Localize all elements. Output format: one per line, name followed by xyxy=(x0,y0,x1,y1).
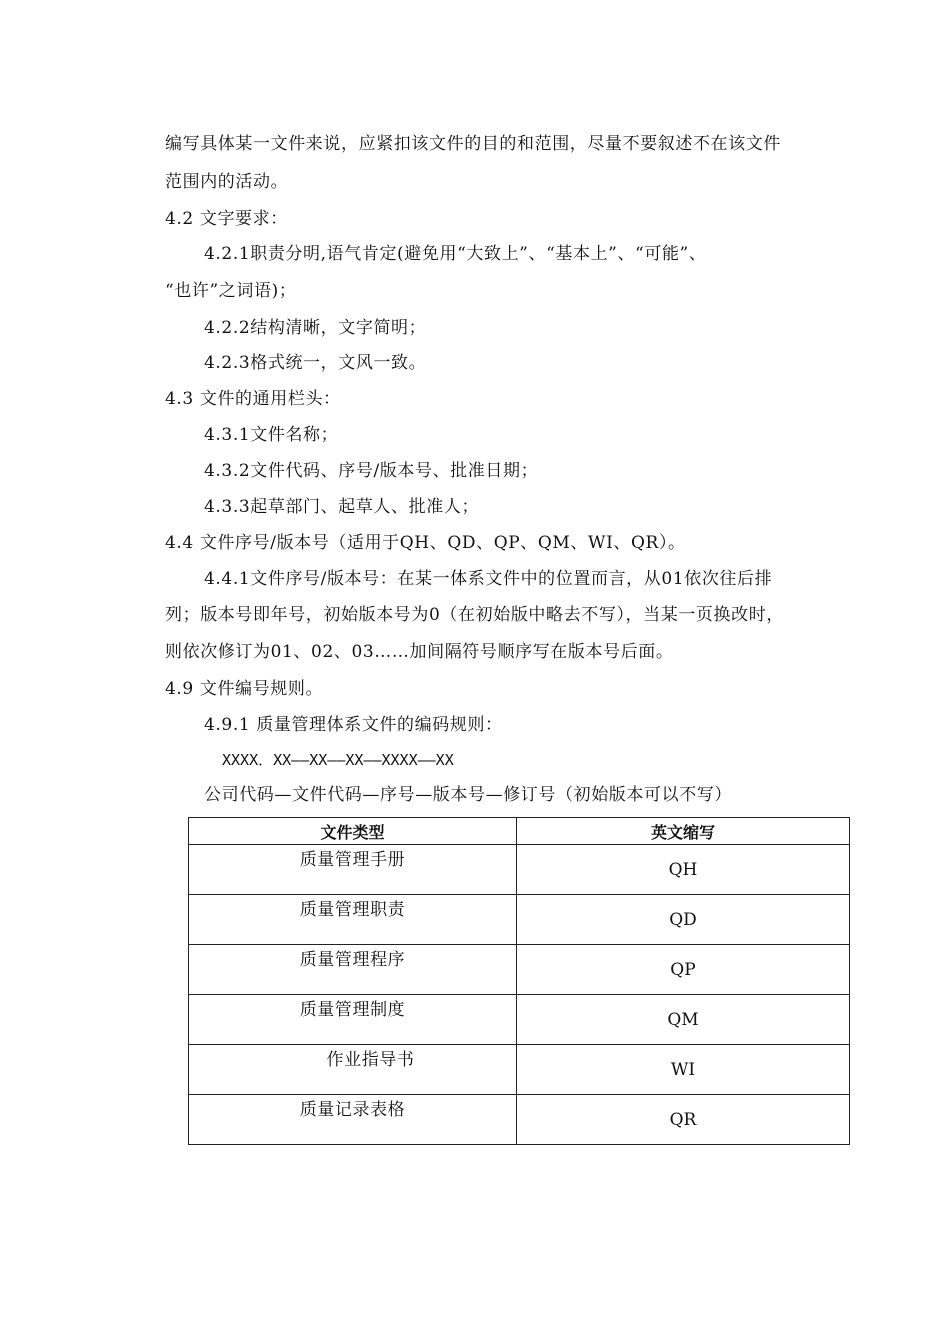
table-row xyxy=(189,895,850,945)
paragraph-line: 范围内的活动。 xyxy=(165,172,289,192)
type-name-cell: 质量管理制度 xyxy=(189,995,517,1045)
abbr-cell: QP xyxy=(517,945,850,995)
type-name-cell: 质量管理程序 xyxy=(189,945,517,995)
code-format-legend: 公司代码—文件代码—序号—版本号—修订号（初始版本可以不写） xyxy=(204,785,732,805)
abbr-cell: WI xyxy=(517,1045,850,1095)
table-row xyxy=(189,945,850,995)
clause-4-2-1-cont: “也许”之词语)； xyxy=(165,281,297,301)
clause-4-4-1-cont: 则依次修订为01、02、03……加间隔符号顺序写在版本号后面。 xyxy=(165,642,674,662)
section-heading-4-3: 4.3 文件的通用栏头： xyxy=(165,389,341,409)
clause-4-3-1: 4.3.1文件名称； xyxy=(204,425,339,445)
section-heading-4-4: 4.4 文件序号/版本号（适用于QH、QD、QP、QM、WI、QR）。 xyxy=(165,533,686,553)
code-format: XXXX．XX——XX——XX——XXXX——XX xyxy=(222,751,454,769)
clause-4-2-3: 4.2.3格式统一，文风一致。 xyxy=(204,353,427,373)
abbr-cell: QD xyxy=(517,895,850,945)
document-type-table xyxy=(188,817,850,1145)
column-header-abbr: 英文缩写 xyxy=(517,818,850,845)
type-name-cell: 质量管理职责 xyxy=(189,895,517,945)
clause-4-9-1: 4.9.1 质量管理体系文件的编码规则： xyxy=(204,715,503,735)
clause-4-2-1: 4.2.1职责分明,语气肯定(避免用“大致上”、“基本上”、“可能”、 xyxy=(204,244,707,264)
type-name-cell: 作业指导书 xyxy=(189,1045,517,1095)
clause-4-2-2: 4.2.2结构清晰，文字简明； xyxy=(204,318,427,338)
table-header-row xyxy=(189,818,850,845)
paragraph-line: 编写具体某一文件来说，应紧扣该文件的目的和范围，尽量不要叙述不在该文件 xyxy=(165,134,781,154)
table-row xyxy=(189,845,850,895)
type-name-cell: 质量记录表格 xyxy=(189,1095,517,1145)
abbr-cell: QM xyxy=(517,995,850,1045)
clause-4-3-2: 4.3.2文件代码、序号/版本号、批准日期； xyxy=(204,461,539,481)
table-row xyxy=(189,995,850,1045)
section-heading-4-2: 4.2 文字要求： xyxy=(165,209,288,229)
type-name-cell: 质量管理手册 xyxy=(189,845,517,895)
section-heading-4-9: 4.9 文件编号规则。 xyxy=(165,679,324,699)
column-header-type: 文件类型 xyxy=(189,818,517,845)
clause-4-4-1-cont: 列；版本号即年号，初始版本号为0（在初始版中略去不写），当某一页换改时， xyxy=(165,605,784,625)
abbr-cell: QR xyxy=(517,1095,850,1145)
table-row xyxy=(189,1095,850,1145)
table-row xyxy=(189,1045,850,1095)
clause-4-3-3: 4.3.3起草部门、起草人、批准人； xyxy=(204,497,480,517)
clause-4-4-1: 4.4.1文件序号/版本号：在某一体系文件中的位置而言，从01依次往后排 xyxy=(204,569,773,589)
abbr-cell: QH xyxy=(517,845,850,895)
